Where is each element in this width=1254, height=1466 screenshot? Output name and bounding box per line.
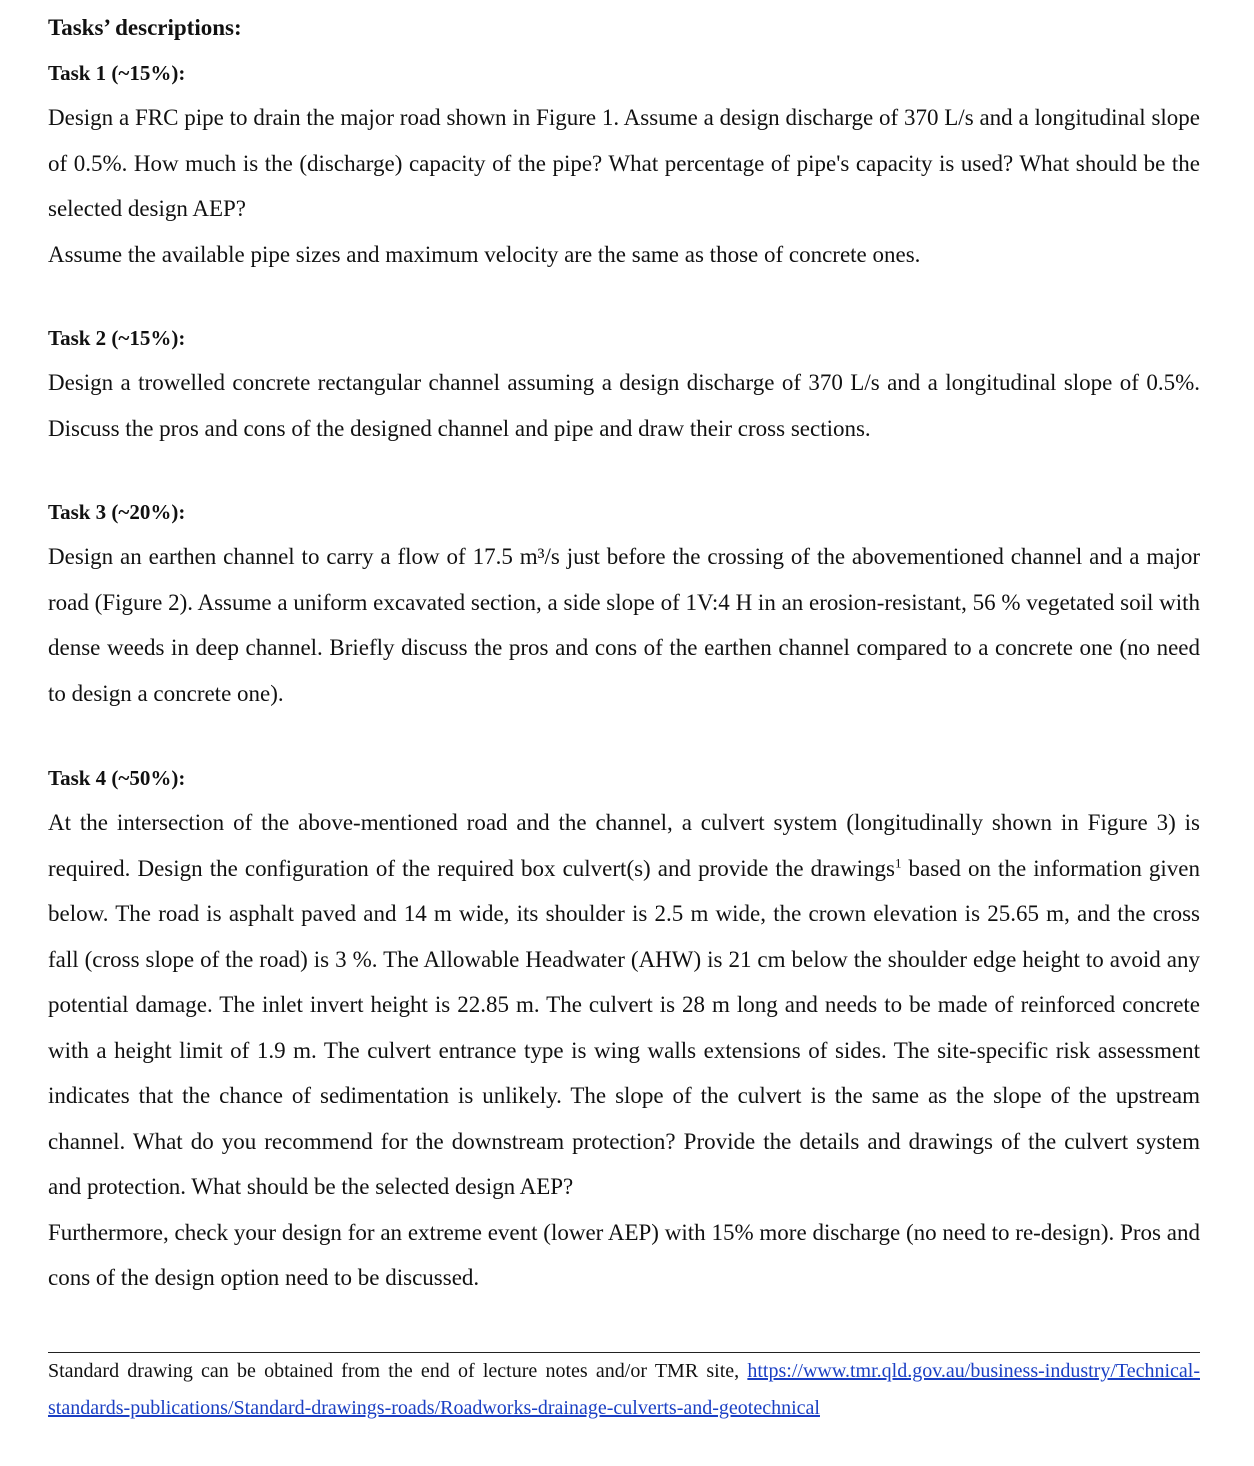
task-2 <box>48 325 1200 451</box>
task-1 <box>48 60 1200 277</box>
task-3-paragraph-1: Design an earthen channel to carry a flow of 17.5 m³/s just before the crossing of the abovementioned channel and a major road (Figure 2). Assume a uniform excavated section, a side slope of 1V:4 H in an erosion-resistant, 56 % vegetated soil with dense weeds in deep channel. Briefly discuss the pros and cons of the earthen channel compared to a concrete one (no need to design a concrete one). <box>48 544 1200 706</box>
task-4-paragraph-1-part-1: At the intersection of the above-mentioned road and the channel, a culvert system (longitudinally shown in Figure 3) is required. Design the configuration of the required box culvert(s) and provide the drawings <box>48 810 1200 881</box>
task-1-paragraph-2: Assume the available pipe sizes and maximum velocity are the same as those of concrete ones. <box>48 241 921 267</box>
footnote-text: Standard drawing can be obtained from the end of lecture notes and/or TMR site, <box>48 1360 748 1382</box>
task-2-title: Task 2 (~15%): <box>48 326 186 350</box>
task-1-paragraph-1: Design a FRC pipe to drain the major road shown in Figure 1. Assume a design discharge of 370 L/s and a longitudinal slope of 0.5%. How much is the (discharge) capacity of the pipe? What percentage of pipe's capacity is used? What should be the selected design AEP? <box>48 105 1200 221</box>
task-4 <box>48 765 1200 1301</box>
task-4-paragraph-2: Furthermore, check your design for an extreme event (lower AEP) with 15% more discharge (no need to re-design). Pros and cons of the design option need to be discussed. <box>48 1219 1200 1290</box>
task-4-paragraph-1 <box>48 800 1200 1210</box>
footnote-marker: 1 <box>894 854 902 870</box>
task-4-title: Task 4 (~50%): <box>48 766 186 790</box>
footnote-link[interactable]: https://www.tmr.qld.gov.au/business-industry/Technical-standards-publications/Standard-drawings-roads/Roadworks-drainage-culverts-and-geotechnical <box>48 1360 1200 1419</box>
heading-text: Tasks’ descriptions: <box>48 15 242 40</box>
task-3-title: Task 3 (~20%): <box>48 500 186 524</box>
task-4-paragraph-1-part-2: based on the information given below. The road is asphalt paved and 14 m wide, its shoulder is 2.5 m wide, the crown elevation is 25.65 m, and the cross fall (cross slope of the road) is 3 %. The Allowable Headwater (AHW) is 21 cm below the shoulder edge height to avoid any potential damage. The inlet invert height is 22.85 m. The culvert is 28 m long and needs to be made of reinforced concrete with a height limit of 1.9 m. The culvert entrance type is wing walls extensions of sides. The site-specific risk assessment indicates that the chance of sedimentation is unlikely. The slope of the culvert is the same as the slope of the upstream channel. What do you recommend for the downstream protection? Provide the details and drawings of the culvert system and protection. What should be the selected design AEP? <box>48 855 1201 1199</box>
document-heading <box>48 14 242 42</box>
task-3 <box>48 499 1200 716</box>
task-2-paragraph-1: Design a trowelled concrete rectangular channel assuming a design discharge of 370 L/s and a longitudinal slope of 0.5%. Discuss the pros and cons of the designed channel and pipe and draw their cross sections. <box>48 370 1200 441</box>
task-1-title: Task 1 (~15%): <box>48 61 186 85</box>
footnote <box>48 1353 1200 1427</box>
